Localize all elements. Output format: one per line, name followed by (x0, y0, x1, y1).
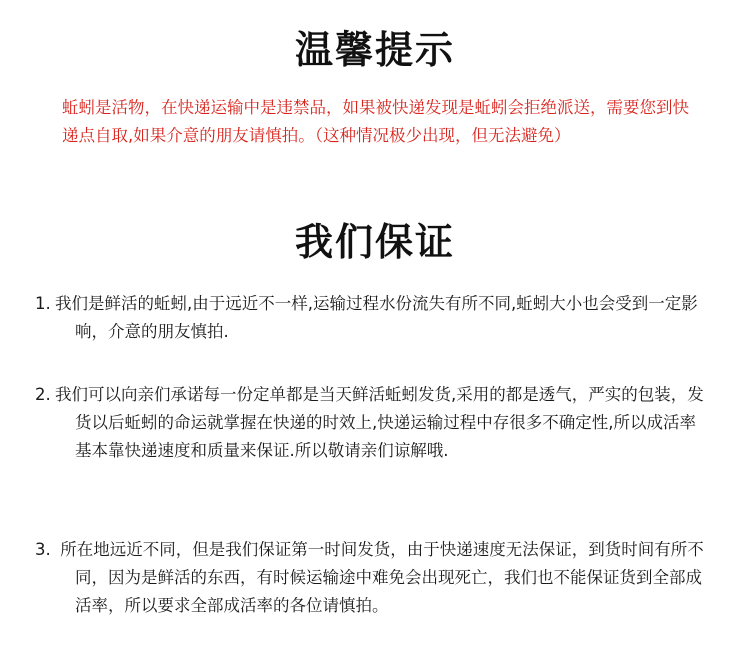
guarantee-item-text: 所在地远近不同，但是我们保证第一时间发货，由于快递速度无法保证，到货时间有所不同，因为是鲜活的东西，有时候运输途中难免会出现死亡，我们也不能保证货到全部成活率，所以要求全部成活率的各位请慎拍。 (55, 540, 704, 615)
guarantee-title: 我们保证 (294, 220, 455, 264)
guarantee-item-2: 2. 我们可以向亲们承诺每一份定单都是当天鲜活蚯蚓发货,采用的都是透气，严实的包装，发货以后蚯蚓的命运就掌握在快递的时效上,快递运输过程中存很多不确定性,所以成活率基本靠快递速度和质量来保证.所以敬请亲们谅解哦. (35, 385, 704, 460)
notice-title: 温馨提示 (294, 28, 455, 72)
guarantee-item-1: 1. 我们是鲜活的蚯蚓,由于远近不一样,运输过程水份流失有所不同,蚯蚓大小也会受到一定影响，介意的朋友慎拍. (35, 294, 698, 341)
guarantee-item-text: 我们可以向亲们承诺每一份定单都是当天鲜活蚯蚓发货,采用的都是透气，严实的包装，发货以后蚯蚓的命运就掌握在快递的时效上,快递运输过程中存很多不确定性,所以成活率基本靠快递速度和质量来保证.所以敬请亲们谅解哦. (55, 385, 704, 460)
notice-body: 蚯蚓是活物，在快递运输中是违禁品，如果被快递发现是蚯蚓会拒绝派送，需要您到快递点自取,如果介意的朋友请慎拍。（这种情况极少出现，但无法避免） (62, 98, 689, 145)
guarantee-item-text: 我们是鲜活的蚯蚓,由于远近不一样,运输过程水份流失有所不同,蚯蚓大小也会受到一定影响，介意的朋友慎拍. (55, 294, 698, 341)
guarantee-item-3: 3. 所在地远近不同，但是我们保证第一时间发货，由于快递速度无法保证，到货时间有所不同，因为是鲜活的东西，有时候运输途中难免会出现死亡，我们也不能保证货到全部成活率，所以要求全部成活率的各位请慎拍。 (35, 540, 704, 615)
